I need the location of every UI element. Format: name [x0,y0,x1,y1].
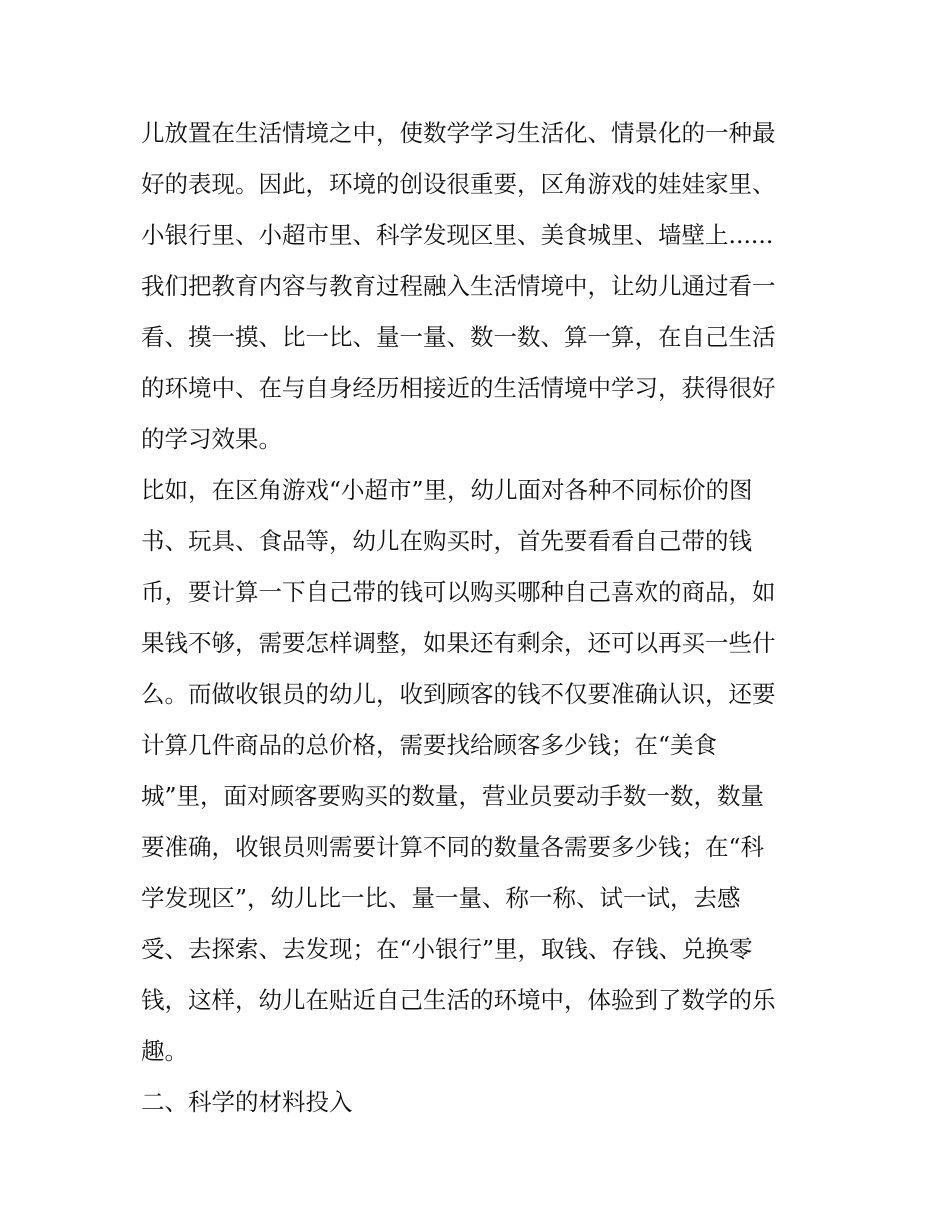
text-line: 计算几件商品的总价格，需要找给顾客多少钱；在“美食 [141,731,718,759]
text-line: 果钱不够，需要怎样调整，如果还有剩余，还可以再买一些什 [141,629,776,657]
section-heading: 二、科学的材料投入 [141,1088,353,1116]
text-line: 小银行里、小超市里、科学发现区里、美食城里、墙壁上...... [141,221,774,249]
text-line: 比如，在区角游戏“小超市”里，幼儿面对各种不同标价的图 [141,476,753,504]
text-line: 好的表现。因此，环境的创设很重要，区角游戏的娃娃家里、 [141,170,776,198]
text-line: 币，要计算一下自己带的钱可以购买哪种自己喜欢的商品，如 [141,578,776,606]
text-line: 学发现区”，幼儿比一比、量一量、称一称、试一试，去感 [141,884,741,912]
text-line: 的环境中、在与自身经历相接近的生活情境中学习，获得很好 [141,374,776,402]
text-line: 的学习效果。 [141,425,282,453]
text-line: 么。而做收银员的幼儿，收到顾客的钱不仅要准确认识，还要 [141,680,776,708]
text-line: 趣。 [141,1037,188,1065]
text-line: 城”里，面对顾客要购买的数量，营业员要动手数一数，数量 [141,782,765,810]
text-line: 要准确，收银员则需要计算不同的数量各需要多少钱；在“科 [141,833,765,861]
text-line: 钱，这样，幼儿在贴近自己生活的环境中，体验到了数学的乐 [141,986,776,1014]
text-line: 看、摸一摸、比一比、量一量、数一数、算一算，在自己生活 [141,323,776,351]
text-line: 我们把教育内容与教育过程融入生活情境中，让幼儿通过看一 [141,272,776,300]
text-line: 儿放置在生活情境之中，使数学学习生活化、情景化的一种最 [141,119,776,147]
text-line: 受、去探索、去发现；在“小银行”里，取钱、存钱、兑换零 [141,935,753,963]
body-text [141,108,821,1128]
text-line: 书、玩具、食品等，幼儿在购买时，首先要看看自己带的钱 [141,527,752,555]
